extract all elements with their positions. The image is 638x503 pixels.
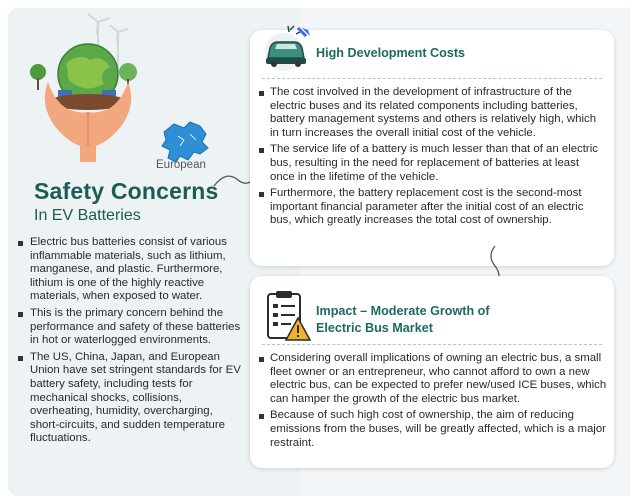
card2-heading-line1: Impact – Moderate Growth of [316, 304, 490, 318]
clipboard-warning-icon [264, 288, 312, 344]
card2-divider [262, 344, 602, 345]
list-item: Considering overall implications of owning an electric bus, a small fleet owner or an entrepreneur, who cannot afford to own a new electric bus, can be expected to prefer new/used ICE buses, which can hamper the growth of the electric bus market. [258, 352, 608, 406]
list-item: Because of such high cost of ownership, the aim of reducing emissions from the buses, will be greatly affected, which is a major restraint. [258, 409, 608, 450]
page-subtitle: In EV Batteries [34, 207, 141, 224]
card1-heading: High Development Costs [316, 46, 466, 60]
hands-globe-icon [18, 12, 158, 162]
list-item: The cost involved in the development of infrastructure of the electric buses and its related components including batteries, battery management systems and others is relatively high, which in turn increases the overall initial cost of the vehicle. [258, 86, 604, 140]
safety-bullet-list [12, 236, 244, 449]
map-label: European [156, 159, 206, 171]
list-item: The service life of a battery is much lesser than that of an electric bus, resulting in the need for replacement of batteries at least once in the lifetime of the vehicle. [258, 143, 604, 184]
card2-bullet-list [258, 352, 608, 453]
list-item: Electric bus batteries consist of various inflammable materials, such as lithium, manganese, and plastic. Furthermore, lithium is one of the highly reactive materials, when exposed to water. [12, 236, 244, 304]
car-icon [258, 22, 314, 74]
card2-heading-line2: Electric Bus Market [316, 321, 433, 335]
list-item: Furthermore, the battery replacement cost is the second-most important financial parameter after the initial cost of an electric bus, which greatly increases the total cost of ownership. [258, 187, 604, 228]
list-item: The US, China, Japan, and European Union have set stringent standards for EV battery safety, including tests for mechanical shocks, collisions, overheating, humidity, overcharging, short-circuits, and sudden temperature fluctuations. [12, 351, 244, 446]
list-item: This is the primary concern behind the performance and safety of these batteries in hot or waterlogged environments. [12, 307, 244, 348]
page-title: Safety Concerns [34, 178, 219, 204]
card1-divider [262, 78, 602, 79]
card1-bullet-list [258, 86, 604, 231]
